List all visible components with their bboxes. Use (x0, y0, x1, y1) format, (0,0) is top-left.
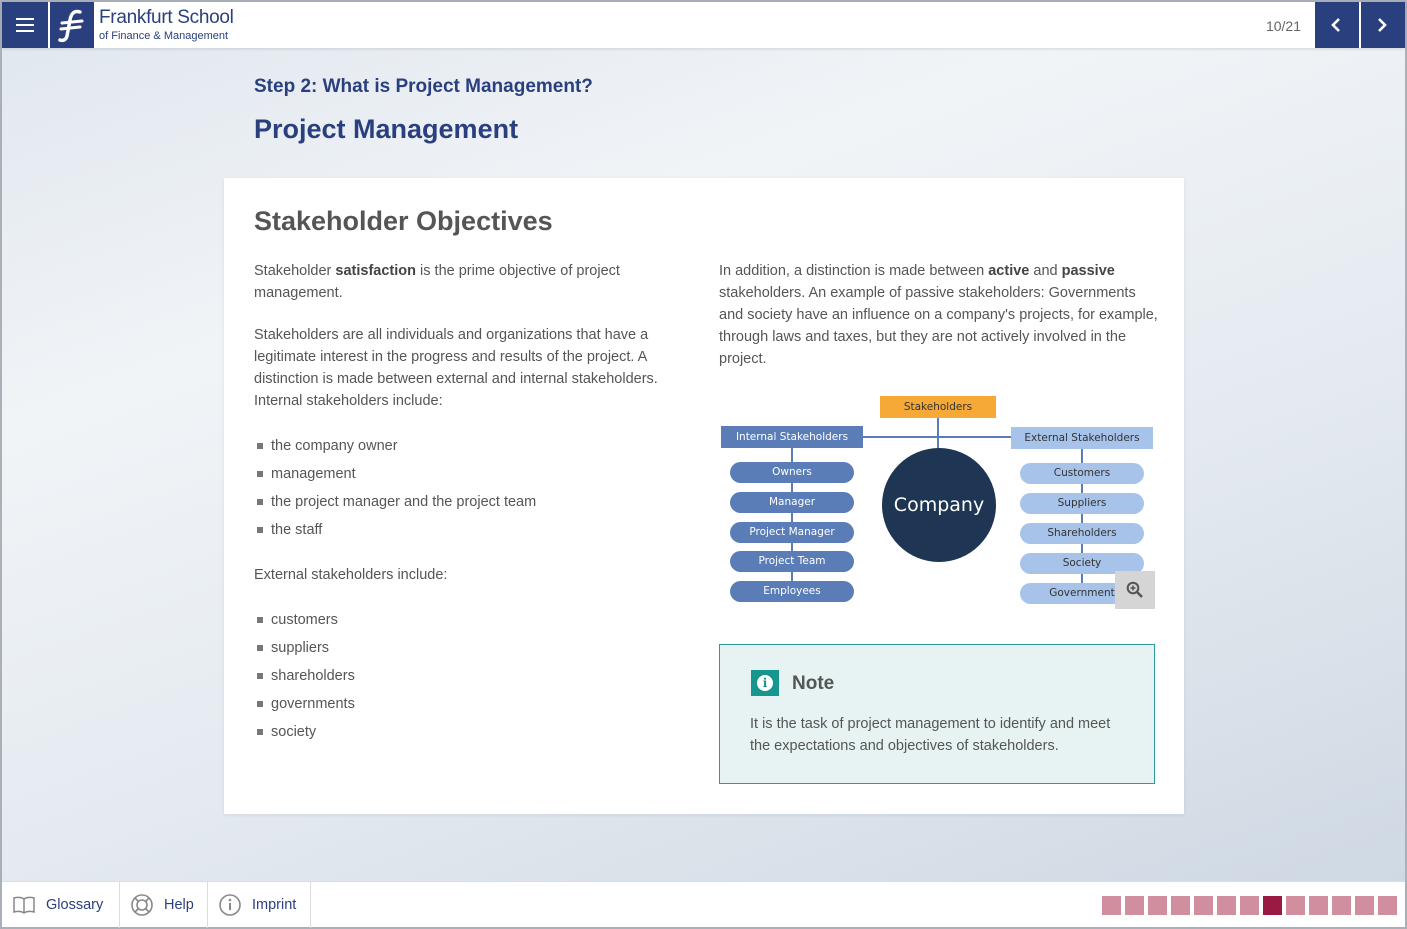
company-circle: Company (882, 448, 996, 562)
zoom-in-button[interactable] (1115, 571, 1155, 609)
external-stakeholders-list (254, 606, 674, 746)
paragraph-text: and (1029, 263, 1062, 279)
page-title: Project Management (254, 114, 519, 144)
external-pill: Shareholders (1020, 523, 1144, 544)
logo-name: Frankfurt School (99, 7, 234, 28)
glossary-label: Glossary (46, 897, 104, 913)
progress-step[interactable] (1263, 896, 1282, 915)
progress-step[interactable] (1309, 896, 1328, 915)
list-item: shareholders (254, 662, 674, 690)
note-box (719, 644, 1155, 784)
stakeholder-definition: Stakeholders are all individuals and organizations that have a legitimate interest in the progress and results of the project. A distinction is made between external and internal stakeholders. Internal stakeholders include: (254, 327, 658, 409)
imprint-label: Imprint (252, 897, 297, 913)
list-item: management (254, 460, 674, 488)
progress-step[interactable] (1102, 896, 1121, 915)
note-title: Note (792, 673, 835, 694)
external-intro: External stakeholders include: (254, 567, 448, 583)
previous-page-button[interactable] (1315, 2, 1359, 48)
progress-step[interactable] (1125, 896, 1144, 915)
progress-step[interactable] (1148, 896, 1167, 915)
intro-text-bold: satisfaction (335, 263, 417, 279)
info-icon: i (751, 670, 779, 696)
internal-pill: Employees (730, 581, 854, 602)
chevron-right-icon (1376, 18, 1388, 32)
page-counter: 10/21 (1265, 18, 1301, 34)
list-item: customers (254, 606, 674, 634)
zoom-in-icon (1126, 581, 1144, 599)
menu-icon[interactable] (2, 2, 48, 48)
paragraph-text: stakeholders. An example of passive stakeholders: Governments and society have an influence on a company's projects, for example, through laws and taxes, but they are not actively involved in the project. (719, 285, 1158, 367)
bold-passive: passive (1061, 263, 1115, 279)
external-stakeholders-box: External Stakeholders (1011, 427, 1153, 449)
imprint-button[interactable] (208, 882, 311, 928)
card-title: Stakeholder Objectives (254, 206, 553, 236)
internal-stakeholders-box: Internal Stakeholders (721, 426, 863, 448)
list-item: governments (254, 690, 674, 718)
progress-indicator (1102, 896, 1397, 915)
progress-step[interactable] (1194, 896, 1213, 915)
stakeholder-diagram (719, 394, 1155, 614)
internal-pill: Owners (730, 462, 854, 483)
internal-pill: Manager (730, 492, 854, 513)
list-item: suppliers (254, 634, 674, 662)
internal-stakeholders-list (254, 432, 674, 544)
note-text: It is the task of project management to identify and meet the expectations and objectives of stakeholders. (750, 716, 1111, 754)
footer-bar (2, 881, 1405, 927)
intro-text-post: is the prime objective of project management. (254, 263, 620, 301)
lifebuoy-icon (130, 893, 154, 917)
bold-active: active (988, 263, 1030, 279)
external-pill: Government (1020, 583, 1144, 604)
top-bar (2, 2, 1405, 48)
info-circle-icon (218, 893, 242, 917)
progress-step[interactable] (1217, 896, 1236, 915)
help-label: Help (164, 897, 194, 913)
connector-line (937, 418, 939, 450)
left-column (254, 260, 674, 766)
paragraph-text: In addition, a distinction is made between (719, 263, 989, 279)
progress-step[interactable] (1355, 896, 1374, 915)
external-pill: Society (1020, 553, 1144, 574)
external-pill: Suppliers (1020, 493, 1144, 514)
intro-paragraph (254, 260, 674, 304)
list-item: the staff (254, 516, 674, 544)
help-button[interactable] (120, 882, 208, 928)
progress-step[interactable] (1378, 896, 1397, 915)
intro-text-pre: Stakeholder (254, 263, 336, 279)
list-item: society (254, 718, 674, 746)
content-card (224, 178, 1184, 814)
logo-text (99, 7, 234, 42)
book-icon (12, 895, 36, 915)
active-passive-paragraph (719, 260, 1159, 370)
right-column (719, 260, 1159, 370)
list-item: the company owner (254, 432, 674, 460)
stakeholders-box: Stakeholders (880, 396, 996, 418)
list-item: the project manager and the project team (254, 488, 674, 516)
step-title: Step 2: What is Project Management? (254, 76, 593, 97)
internal-pill: Project Team (730, 551, 854, 572)
internal-pill: Project Manager (730, 522, 854, 543)
progress-step[interactable] (1240, 896, 1259, 915)
logo-subtitle: of Finance & Management (99, 30, 229, 42)
chevron-left-icon (1330, 18, 1342, 32)
progress-step[interactable] (1286, 896, 1305, 915)
frankfurt-school-logo-icon (50, 2, 94, 48)
external-pill: Customers (1020, 463, 1144, 484)
glossary-button[interactable] (2, 882, 120, 928)
next-page-button[interactable] (1361, 2, 1405, 48)
progress-step[interactable] (1332, 896, 1351, 915)
progress-step[interactable] (1171, 896, 1190, 915)
